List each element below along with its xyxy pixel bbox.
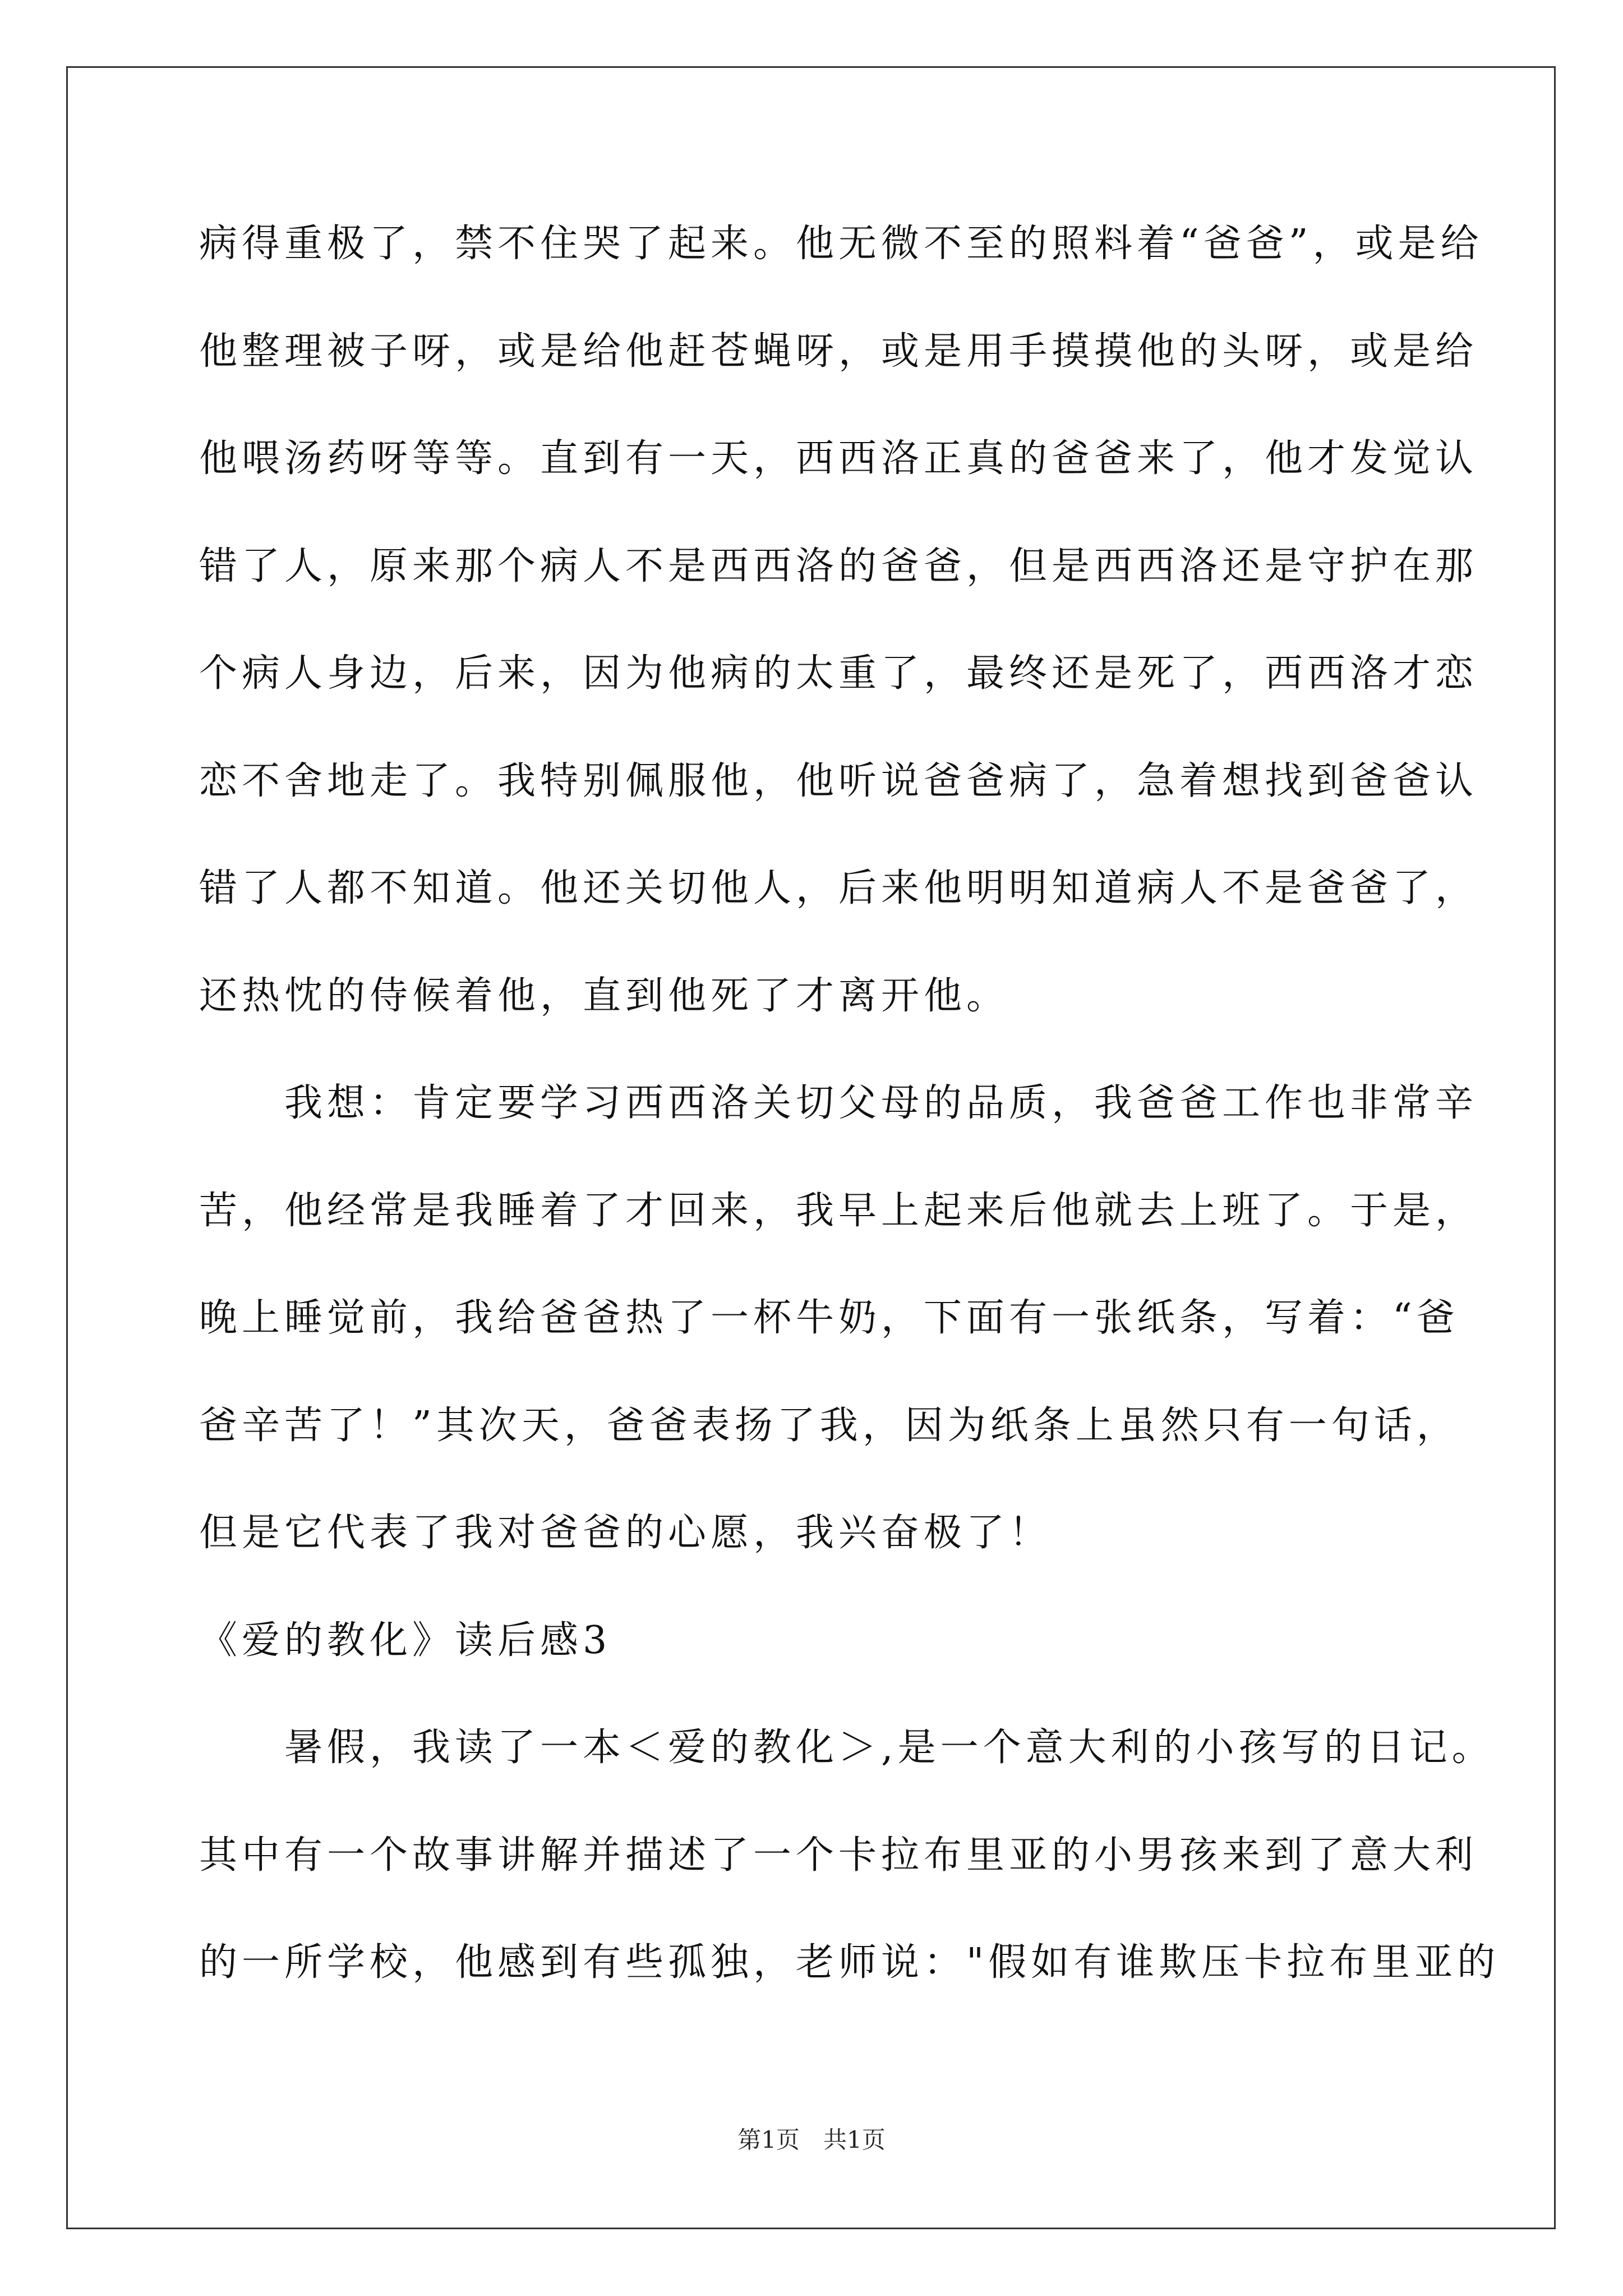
text-line: 其中有一个故事讲解并描述了一个卡拉布里亚的小男孩来到了意大利 xyxy=(199,1833,1478,1878)
text-line: 错了人都不知道。他还关切他人，后来他明明知道病人不是爸爸了， xyxy=(199,866,1478,910)
paragraph-start-line: 我想：肯定要学习西西洛关切父母的品质，我爸爸工作也非常辛 xyxy=(199,1081,1478,1125)
text-line: 错了人，原来那个病人不是西西洛的爸爸，但是西西洛还是守护在那 xyxy=(199,544,1478,588)
text-line: 的一所学校，他感到有些孤独，老师说："假如有谁欺压卡拉布里亚的 xyxy=(199,1940,1500,1985)
text-line: 还热忱的侍候着他，直到他死了才离开他。 xyxy=(199,974,1009,1018)
text-line: 但是它代表了我对爸爸的心愿，我兴奋极了！ xyxy=(199,1511,1052,1555)
section-title: 《爱的教化》读后感3 xyxy=(199,1618,612,1663)
text-line: 苦，他经常是我睡着了才回来，我早上起来后他就去上班了。于是， xyxy=(199,1189,1478,1233)
text-line: 恋不舍地走了。我特别佩服他，他听说爸爸病了，急着想找到爸爸认 xyxy=(199,759,1478,803)
paragraph-start-line: 暑假，我读了一本＜爱的教化＞,是一个意大利的小孩写的日记。 xyxy=(199,1726,1495,1770)
text-line: 他整理被子呀，或是给他赶苍蝇呀，或是用手摸摸他的头呀，或是给 xyxy=(199,329,1478,374)
text-line: 晚上睡觉前，我给爸爸热了一杯牛奶，下面有一张纸条，写着：“爸 xyxy=(199,1296,1459,1340)
page-footer: 第1页 共1页 xyxy=(737,2126,886,2154)
text-line: 爸辛苦了！”其次天，爸爸表扬了我，因为纸条上虽然只有一句话， xyxy=(199,1404,1459,1448)
text-line: 病得重极了，禁不住哭了起来。他无微不至的照料着“爸爸”，或是给 xyxy=(199,222,1483,266)
text-line: 他喂汤药呀等等。直到有一天，西西洛正真的爸爸来了，他才发觉认 xyxy=(199,436,1478,481)
page-border xyxy=(66,66,1556,2229)
text-line: 个病人身边，后来，因为他病的太重了，最终还是死了，西西洛才恋 xyxy=(199,651,1478,696)
